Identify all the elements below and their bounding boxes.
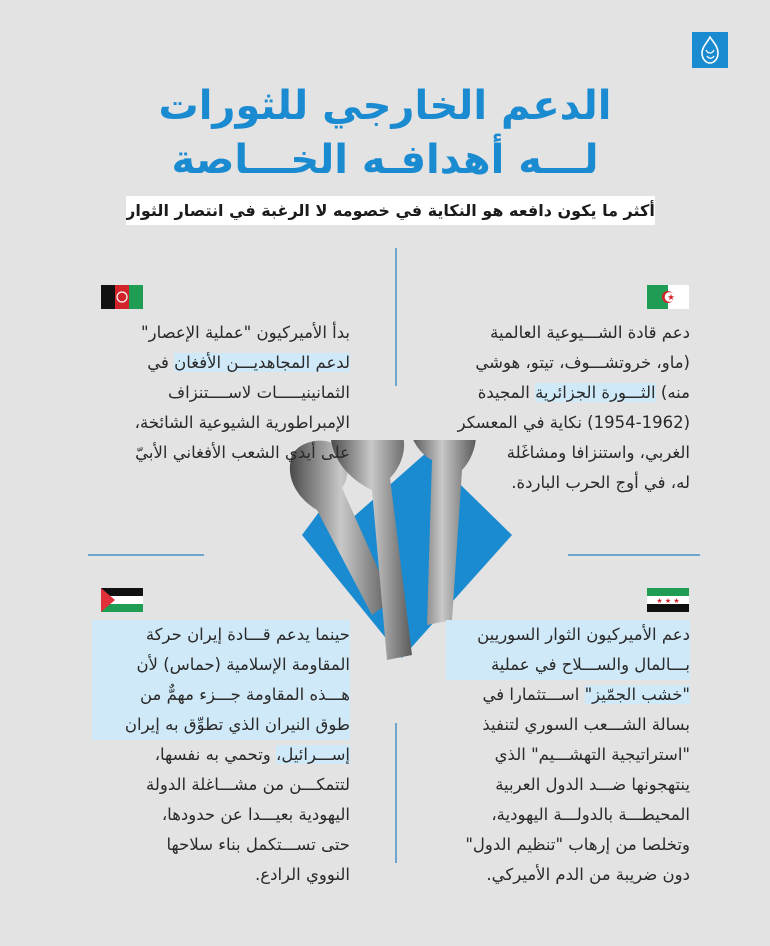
palestine-line-8: حتى تســـتكمل بناء سلاحها: [166, 835, 350, 854]
palestine-line-7: اليهودية بعيـــدا عن حدودها،: [161, 805, 350, 824]
palestine-line-4: طوق النيران الذي تطوِّق به إيران: [92, 710, 350, 740]
algeria-line-5: الغربي، واستنزافا ومشاغَلة: [506, 443, 690, 462]
syria-line-8: وتخلصا من إرهاب "تنظيم الدول": [465, 835, 690, 854]
subtitle: أكثر ما يكون دافعه هو النكاية في خصومه لا الرغبة في انتصار الثوار: [126, 196, 655, 225]
syria-text: [446, 620, 690, 890]
palestine-line-6: لتتمكـــن من مشـــاغلة الدولة: [146, 775, 350, 794]
afghanistan-text: [92, 318, 350, 468]
page-title-line2: لـــه أهدافـه الخـــاصة: [171, 137, 599, 183]
palestine-line-5: إســـرائيل، وتحمي به نفسها،: [154, 745, 350, 764]
algeria-text: [432, 318, 690, 498]
syria-line-2: بـــالمال والســـلاح في عملية: [446, 650, 690, 680]
algeria-flag: [647, 285, 689, 309]
svg-text:★ ★ ★: ★ ★ ★: [656, 597, 680, 605]
algeria-line-2: (ماو، خروتشـــوف، تيتو، هوشي: [475, 353, 690, 372]
palestine-text: [92, 620, 350, 890]
syria-line-1: دعم الأميركيون الثوار السوريين: [446, 620, 690, 650]
vertical-divider-bottom: [395, 723, 397, 863]
palestine-line-3: هـــذه المقاومة جـــزء مهمٌّ من: [92, 680, 350, 710]
afghanistan-line-1: بدأ الأميركيون "عملية الإعصار": [141, 323, 350, 342]
algeria-line-4: (1954-1962) نكاية في المعسكر: [457, 413, 690, 432]
horizontal-divider-right: [568, 554, 700, 556]
page-title-line1: الدعم الخارجي للثورات: [158, 83, 612, 129]
palestine-line-1: حينما يدعم قـــادة إيران حركة: [92, 620, 350, 650]
syria-line-9: دون ضريبة من الدم الأميركي.: [486, 865, 690, 884]
palestine-line-2: المقاومة الإسلامية (حماس) لأن: [92, 650, 350, 680]
afghanistan-highlight: لدعم المجاهديـــن الأفغان: [174, 353, 350, 372]
afghanistan-flag: [101, 285, 143, 309]
vertical-divider-top: [395, 248, 397, 386]
afghanistan-line-2: لدعم المجاهديـــن الأفغان في: [147, 353, 350, 372]
syria-line-3: "خشب الجمّيز" اســـتثمارا في: [482, 685, 690, 704]
algeria-line-6: له، في أوج الحرب الباردة.: [511, 473, 690, 492]
palestine-flag: [101, 588, 143, 612]
horizontal-divider-left: [88, 554, 204, 556]
afghanistan-line-4: الإمبراطورية الشيوعية الشائخة،: [134, 413, 350, 432]
syria-revolution-flag: [647, 588, 689, 612]
afghanistan-line-5: على أيدي الشعب الأفغاني الأبيّ: [135, 443, 350, 462]
syria-line-6: ينتهجونها ضـــد الدول العربية: [495, 775, 690, 794]
syria-line-7: المحيطـــة بالدولـــة اليهودية،: [491, 805, 690, 824]
aljazeera-calligraphy-icon: [699, 36, 721, 64]
algeria-line-1: دعم قادة الشـــيوعية العالمية: [490, 323, 690, 342]
aljazeera-logo: [692, 32, 728, 68]
algeria-highlight: الثـــورة الجزائرية: [535, 383, 656, 402]
afghanistan-line-3: الثمانينيـــــات لاســــتنزاف: [168, 383, 350, 402]
algeria-line-3: منه) الثـــورة الجزائرية المجيدة: [477, 383, 690, 402]
syria-line-4: بسالة الشـــعب السوري لتنفيذ: [482, 715, 690, 734]
syria-line-5: "استراتيجية التهشـــيم" الذي: [494, 745, 690, 764]
palestine-line-9: النووي الرادع.: [255, 865, 350, 884]
